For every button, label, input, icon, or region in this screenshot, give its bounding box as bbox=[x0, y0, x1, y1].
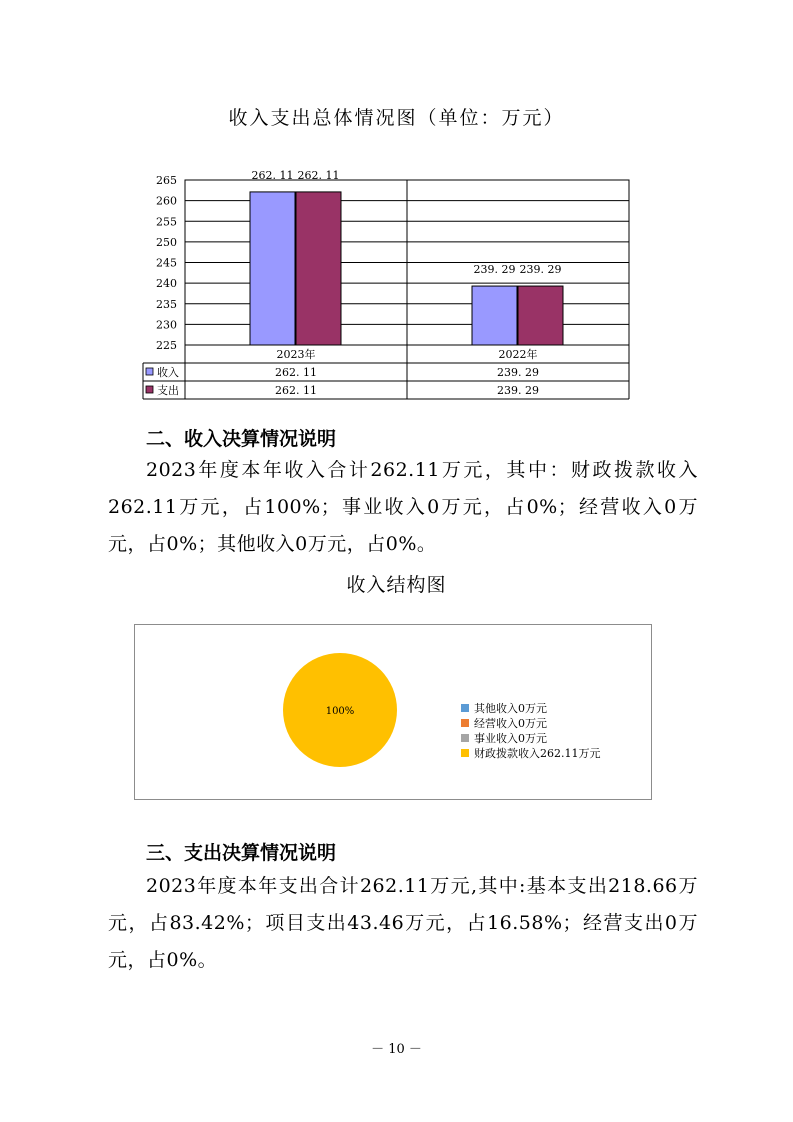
legend-label: 财政拨款收入262.11万元 bbox=[474, 746, 601, 760]
bar-value-label: 262. 11 bbox=[251, 168, 294, 182]
table-value: 239. 29 bbox=[497, 384, 539, 397]
bar bbox=[296, 192, 341, 345]
y-tick-label: 245 bbox=[156, 256, 177, 270]
y-tick-label: 240 bbox=[156, 277, 177, 291]
page-number: － 10 － bbox=[371, 1042, 422, 1057]
y-tick-label: 255 bbox=[156, 215, 177, 229]
y-tick-label: 230 bbox=[156, 318, 177, 332]
legend-swatch bbox=[461, 749, 469, 757]
legend-item bbox=[461, 715, 601, 730]
legend-label: 其他收入0万元 bbox=[474, 701, 547, 715]
y-tick-label: 235 bbox=[156, 297, 177, 311]
section3-body: 2023年度本年支出合计262.11万元,其中:基本支出218.66万元，占83.42%；项目支出43.46万元，占16.58%；经营支出0万元，占0%。 bbox=[108, 875, 698, 971]
y-tick-label: 225 bbox=[156, 339, 177, 352]
bar-chart-title: 收入支出总体情况图（单位：万元） bbox=[228, 107, 565, 129]
y-tick-label: 265 bbox=[156, 174, 177, 187]
y-tick-label: 260 bbox=[156, 194, 177, 208]
bar-chart bbox=[0, 0, 793, 410]
legend-label: 支出 bbox=[157, 384, 179, 397]
bar bbox=[518, 286, 563, 345]
legend-label: 事业收入0万元 bbox=[474, 731, 547, 745]
bar bbox=[250, 192, 295, 345]
x-category-label: 2023年 bbox=[276, 348, 316, 361]
legend-swatch bbox=[461, 704, 469, 712]
pie-chart bbox=[270, 640, 410, 780]
bar-value-label: 239. 29 bbox=[519, 263, 562, 277]
table-value: 262. 11 bbox=[275, 366, 317, 379]
legend-item bbox=[461, 700, 601, 715]
legend-swatch bbox=[461, 719, 469, 727]
x-category-label: 2022年 bbox=[498, 348, 538, 361]
legend-label: 经营收入0万元 bbox=[474, 716, 547, 730]
legend-label: 收入 bbox=[157, 366, 179, 379]
legend-swatch bbox=[146, 368, 153, 375]
section2-body: 2023年度本年收入合计262.11万元，其中：财政拨款收入262.11万元，占100%；事业收入0万元，占0%；经营收入0万元，占0%；其他收入0万元，占0%。 bbox=[108, 459, 698, 555]
bar-value-label: 239. 29 bbox=[473, 263, 516, 277]
legend-item bbox=[461, 730, 601, 745]
section2-heading: 二、收入决算情况说明 bbox=[146, 428, 337, 450]
bar bbox=[472, 286, 517, 345]
pie-legend bbox=[461, 700, 601, 760]
bar-value-label: 262. 11 bbox=[297, 168, 340, 182]
legend-swatch bbox=[146, 386, 153, 393]
y-tick-label: 250 bbox=[156, 235, 177, 249]
table-value: 262. 11 bbox=[275, 384, 317, 397]
section3-heading: 三、支出决算情况说明 bbox=[146, 842, 337, 864]
table-value: 239. 29 bbox=[497, 366, 539, 379]
pie-slice-label: 100% bbox=[325, 706, 355, 717]
legend-swatch bbox=[461, 734, 469, 742]
pie-chart-title: 收入结构图 bbox=[346, 574, 447, 596]
legend-item bbox=[461, 745, 601, 760]
